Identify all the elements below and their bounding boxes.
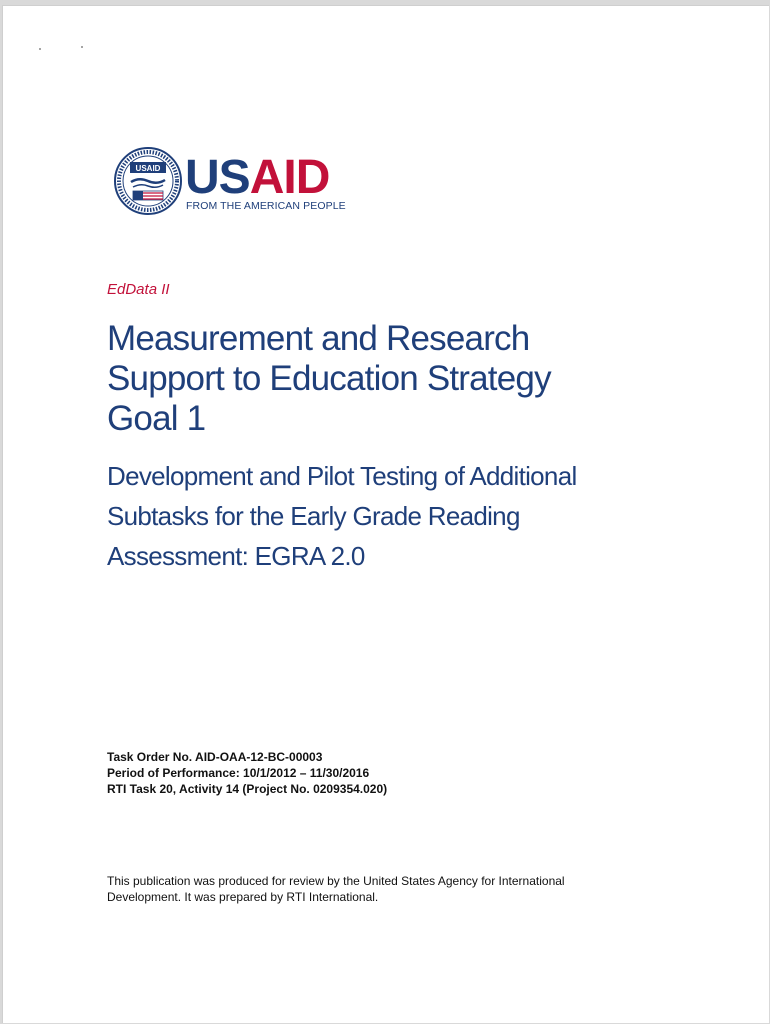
publication-note-line: This publication was produced for review by the United States Agency for International: [107, 874, 565, 888]
usaid-wordmark: USAID: [185, 151, 330, 204]
report-title: [107, 319, 627, 439]
report-title-line: Measurement and Research: [107, 319, 530, 358]
report-subtitle-line: Assessment: EGRA 2.0: [107, 541, 365, 571]
program-name: EdData II: [107, 281, 170, 298]
scan-speck: [81, 46, 83, 48]
document-page: [2, 5, 769, 1023]
scan-speck: [39, 48, 41, 50]
report-subtitle-line: Subtasks for the Early Grade Reading: [107, 501, 520, 531]
report-title-line: Goal 1: [107, 399, 206, 438]
contract-details: [107, 749, 387, 797]
usaid-seal-icon: [113, 146, 183, 216]
publication-note: [107, 873, 637, 905]
usaid-tagline: FROM THE AMERICAN PEOPLE: [186, 200, 346, 212]
period-of-performance: Period of Performance: 10/1/2012 – 11/30/2016: [107, 766, 370, 780]
usaid-logo: [113, 146, 353, 226]
report-title-line: Support to Education Strategy: [107, 359, 551, 398]
report-subtitle-line: Development and Pilot Testing of Additional: [107, 461, 577, 491]
rti-task-activity: RTI Task 20, Activity 14 (Project No. 0209354.020): [107, 782, 388, 796]
svg-text:USAID: USAID: [135, 164, 161, 173]
task-order-number: Task Order No. AID-OAA-12-BC-00003: [107, 750, 323, 764]
publication-note-line: Development. It was prepared by RTI International.: [107, 890, 379, 904]
report-subtitle: [107, 456, 667, 576]
